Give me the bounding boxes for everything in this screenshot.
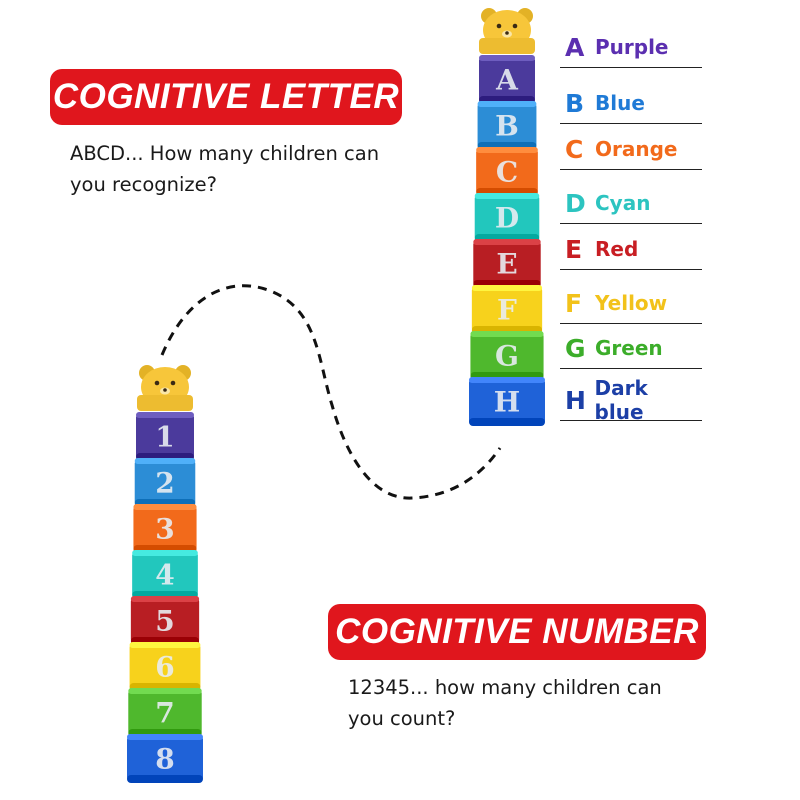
legend-color-name: Dark blue xyxy=(594,376,648,424)
letter-cup-label: G xyxy=(495,339,519,373)
number-cup-1 xyxy=(136,412,194,461)
number-cup-label: 3 xyxy=(155,512,175,546)
legend-color-name: Cyan xyxy=(595,191,651,215)
legend-row-b xyxy=(560,83,702,124)
legend-row-f xyxy=(560,283,702,324)
letter-cup-label: F xyxy=(497,293,517,327)
legend-letter: G xyxy=(565,333,586,363)
letter-cup-F xyxy=(472,285,542,334)
number-cup-6 xyxy=(130,642,201,691)
legend-row-h xyxy=(560,376,702,424)
caption-line: you recognize? xyxy=(70,173,218,196)
letter-cup-D xyxy=(475,193,540,242)
legend-letter: D xyxy=(565,188,586,218)
cognitive-number-banner: COGNITIVE NUMBER xyxy=(328,604,706,660)
number-cup-2 xyxy=(135,458,196,507)
letter-cup-label: E xyxy=(496,247,518,281)
cognitive-letter-banner: COGNITIVE LETTER xyxy=(50,69,402,125)
legend-letter: A xyxy=(565,32,585,62)
number-cup-label: 5 xyxy=(155,604,175,638)
legend-row-g xyxy=(560,328,702,369)
letter-cup-label: A xyxy=(496,63,518,97)
number-cup-tower xyxy=(127,365,203,783)
legend-letter: E xyxy=(565,234,583,264)
number-cup-label: 4 xyxy=(155,558,175,592)
bear-topper xyxy=(479,8,535,54)
legend-letter: H xyxy=(565,385,586,415)
number-cup-5 xyxy=(131,596,199,645)
letter-cup-label: B xyxy=(495,109,519,143)
legend-row-a xyxy=(560,27,702,68)
legend-letter: F xyxy=(565,288,583,318)
letter-cup-label: D xyxy=(494,201,520,235)
letter-cup-E xyxy=(473,239,540,288)
letter-cup-tower xyxy=(469,8,545,426)
legend-color-name: Green xyxy=(595,336,663,360)
number-cup-label: 6 xyxy=(155,650,175,684)
letter-cup-C xyxy=(476,147,538,196)
legend-color-name: Orange xyxy=(595,137,678,161)
letter-cup-H xyxy=(469,377,545,426)
letter-cup-label: C xyxy=(495,155,519,189)
legend-row-d xyxy=(560,183,702,224)
legend-color-name: Red xyxy=(595,237,639,261)
caption-line: you count? xyxy=(348,707,456,730)
number-cup-label: 7 xyxy=(155,696,175,730)
legend-color-name: Yellow xyxy=(595,291,668,315)
letter-cup-G xyxy=(470,331,543,380)
letter-cup-A xyxy=(479,55,535,104)
dashed-connector-line xyxy=(162,286,500,498)
caption-line: ABCD... How many children can xyxy=(70,142,380,165)
letter-cup-label: H xyxy=(493,385,521,419)
letter-cup-B xyxy=(478,101,537,150)
number-cup-3 xyxy=(133,504,196,553)
number-cup-label: 8 xyxy=(155,742,175,776)
number-cup-label: 1 xyxy=(155,420,175,454)
number-cup-7 xyxy=(128,688,201,737)
bear-topper xyxy=(137,365,193,411)
number-cup-4 xyxy=(132,550,198,599)
number-cup-8 xyxy=(127,734,203,783)
legend-letter: B xyxy=(565,88,585,118)
legend-row-c xyxy=(560,129,702,170)
legend-color-name: Purple xyxy=(595,35,669,59)
legend-letter: C xyxy=(565,134,584,164)
caption-line: 12345... how many children can xyxy=(348,676,662,699)
legend-color-name: Blue xyxy=(595,91,645,115)
legend-row-e xyxy=(560,229,702,270)
number-cup-label: 2 xyxy=(155,466,175,500)
